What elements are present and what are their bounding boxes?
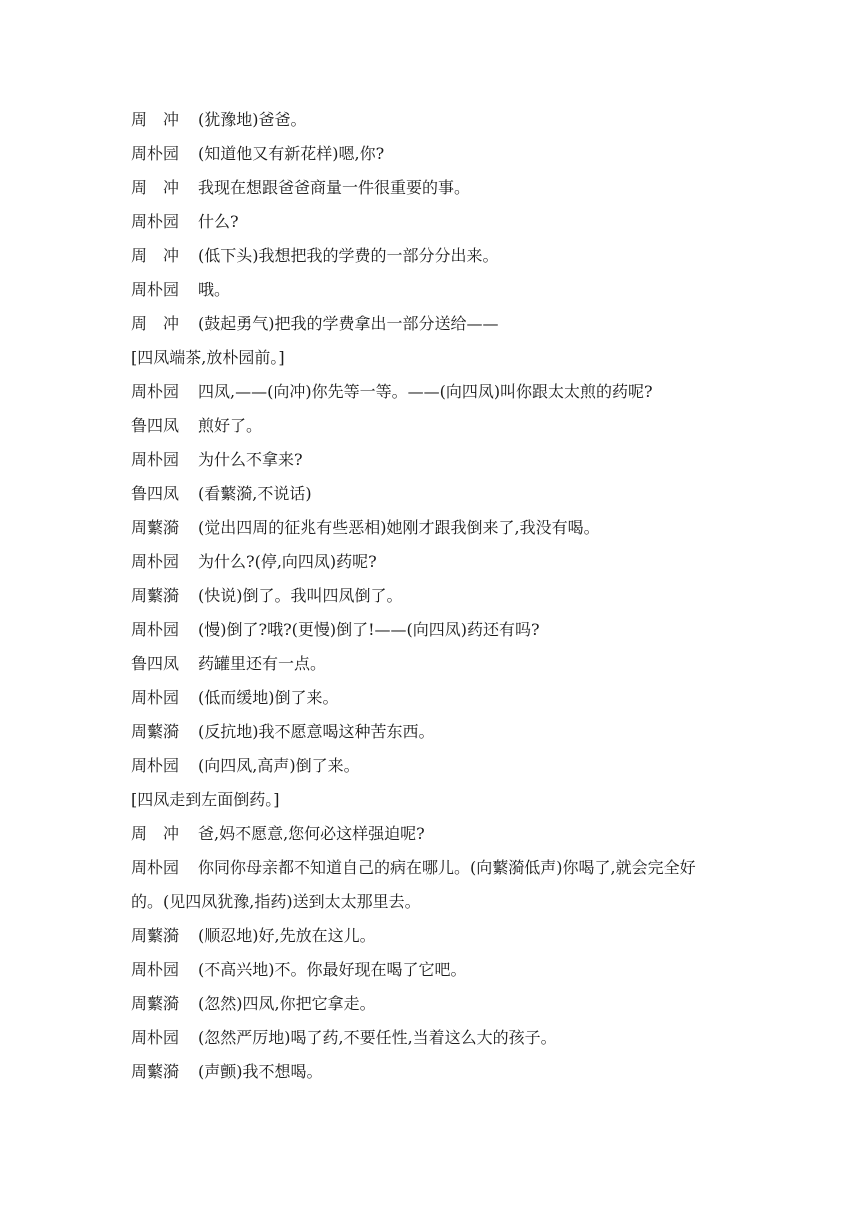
dialogue-line — [131, 307, 741, 341]
dialogue-text: 你同你母亲都不知道自己的病在哪儿。(向蘩漪低声)你喝了,就会完全好 — [198, 858, 696, 877]
dialogue-text: 为什么?(停,向四凤)药呢? — [198, 552, 377, 571]
stage-direction: [四凤走到左面倒药。] — [131, 790, 280, 809]
dialogue-line — [131, 817, 741, 851]
dialogue-line — [131, 171, 741, 205]
dialogue-text: (快说)倒了。我叫四凤倒了。 — [198, 586, 403, 605]
dialogue-text: (觉出四周的征兆有些恶相)她刚才跟我倒来了,我没有喝。 — [198, 518, 600, 537]
dialogue-text: (看蘩漪,不说话) — [198, 484, 312, 503]
dialogue-text: 什么? — [198, 212, 239, 231]
dialogue-line — [131, 137, 741, 171]
dialogue-text: 药罐里还有一点。 — [198, 654, 327, 673]
speaker-name: 周蘩漪 — [131, 518, 180, 537]
dialogue-line — [131, 953, 741, 987]
dialogue-text: (鼓起勇气)把我的学费拿出一部分送给—— — [198, 314, 499, 333]
dialogue-line — [131, 409, 741, 443]
dialogue-text: (顺忍地)好,先放在这儿。 — [198, 926, 376, 945]
speaker-name: 周朴园 — [131, 144, 180, 163]
speaker-name: 周朴园 — [131, 756, 180, 775]
speaker-name: 周朴园 — [131, 620, 180, 639]
dialogue-line — [131, 205, 741, 239]
speaker-name: 周 冲 — [131, 110, 180, 129]
dialogue-line — [131, 919, 741, 953]
dialogue-text: (向四凤,高声)倒了来。 — [198, 756, 360, 775]
dialogue-line — [131, 443, 741, 477]
speaker-name: 周 冲 — [131, 178, 180, 197]
dialogue-text: 我现在想跟爸爸商量一件很重要的事。 — [198, 178, 471, 197]
speaker-name: 周 冲 — [131, 824, 180, 843]
dialogue-text: 煎好了。 — [198, 416, 263, 435]
dialogue-text: (忽然严厉地)喝了药,不要任性,当着这么大的孩子。 — [198, 1028, 557, 1047]
dialogue-text: 爸,妈不愿意,您何必这样强迫呢? — [198, 824, 425, 843]
dialogue-line — [131, 273, 741, 307]
dialogue-line — [131, 987, 741, 1021]
dialogue-line — [131, 375, 741, 409]
speaker-name: 周蘩漪 — [131, 586, 180, 605]
speaker-name: 周朴园 — [131, 960, 180, 979]
speaker-name: 周朴园 — [131, 552, 180, 571]
speaker-name: 周蘩漪 — [131, 926, 180, 945]
speaker-name: 周蘩漪 — [131, 994, 180, 1013]
dialogue-text: (慢)倒了?哦?(更慢)倒了!——(向四凤)药还有吗? — [198, 620, 540, 639]
stage-direction: [四凤端茶,放朴园前。] — [131, 348, 285, 367]
dialogue-line — [131, 1055, 741, 1089]
dialogue-text: (不高兴地)不。你最好现在喝了它吧。 — [198, 960, 467, 979]
dialogue-line — [131, 613, 741, 647]
dialogue-line-first — [131, 851, 741, 885]
speaker-name: 周蘩漪 — [131, 722, 180, 741]
speaker-name: 周朴园 — [131, 1028, 180, 1047]
dialogue-line — [131, 681, 741, 715]
dialogue-line — [131, 103, 741, 137]
dialogue-text: 四凤,——(向冲)你先等一等。——(向四凤)叫你跟太太煎的药呢? — [198, 382, 653, 401]
speaker-name: 周朴园 — [131, 280, 180, 299]
script-body — [131, 103, 741, 1089]
dialogue-text: (声颤)我不想喝。 — [198, 1062, 323, 1081]
dialogue-line — [131, 545, 741, 579]
speaker-name: 周蘩漪 — [131, 1062, 180, 1081]
speaker-name: 周 冲 — [131, 314, 180, 333]
speaker-name: 周朴园 — [131, 382, 180, 401]
dialogue-line-continuation: 的。(见四凤犹豫,指药)送到太太那里去。 — [131, 892, 421, 911]
speaker-name: 鲁四凤 — [131, 416, 180, 435]
dialogue-text: (忽然)四凤,你把它拿走。 — [198, 994, 376, 1013]
dialogue-line — [131, 647, 741, 681]
dialogue-line — [131, 239, 741, 273]
speaker-name: 周朴园 — [131, 212, 180, 231]
dialogue-text: (犹豫地)爸爸。 — [198, 110, 307, 129]
speaker-name: 周朴园 — [131, 450, 180, 469]
dialogue-line — [131, 715, 741, 749]
speaker-name: 周朴园 — [131, 858, 180, 877]
speaker-name: 周 冲 — [131, 246, 180, 265]
dialogue-text: (反抗地)我不愿意喝这种苦东西。 — [198, 722, 435, 741]
speaker-name: 鲁四凤 — [131, 484, 180, 503]
dialogue-text: 为什么不拿来? — [198, 450, 303, 469]
speaker-name: 鲁四凤 — [131, 654, 180, 673]
dialogue-line — [131, 749, 741, 783]
dialogue-text: 哦。 — [198, 280, 231, 299]
dialogue-text: (知道他又有新花样)嗯,你? — [198, 144, 385, 163]
dialogue-text: (低下头)我想把我的学费的一部分分出来。 — [198, 246, 499, 265]
dialogue-line — [131, 477, 741, 511]
dialogue-line — [131, 511, 741, 545]
dialogue-line — [131, 1021, 741, 1055]
dialogue-text: (低而缓地)倒了来。 — [198, 688, 339, 707]
speaker-name: 周朴园 — [131, 688, 180, 707]
dialogue-line — [131, 579, 741, 613]
